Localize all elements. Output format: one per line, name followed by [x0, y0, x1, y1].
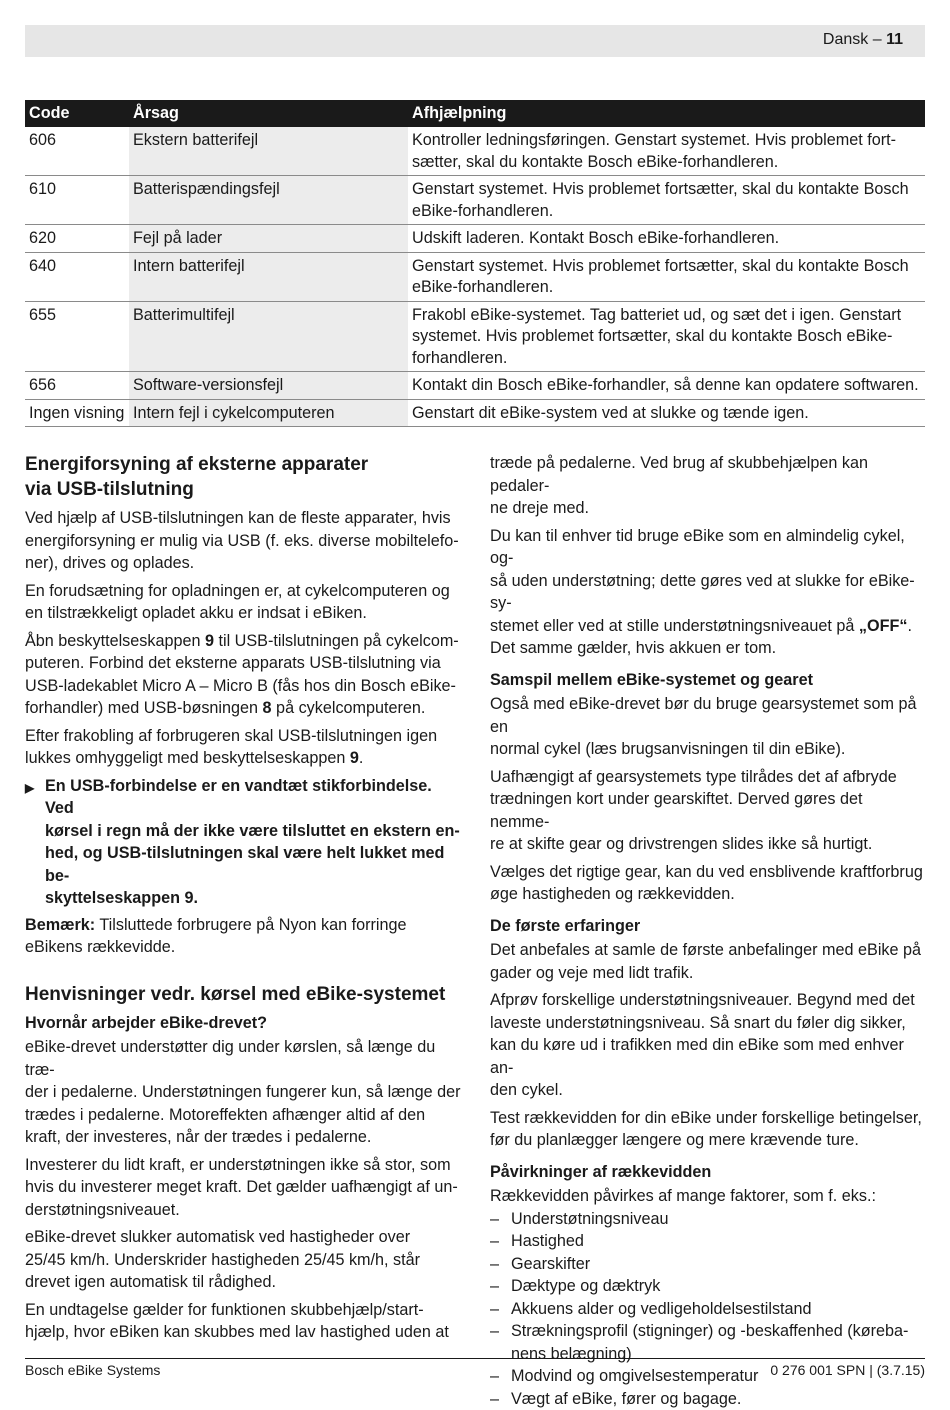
usb-warning-text: En USB-forbindelse er en vandtæt stikforbindelse. Ved kørsel i regn må der ikke være tilsluttet en ekstern en- hed, og USB-tilslutningen skal være helt lukket med be- skyttelseskappen 9.: [45, 775, 461, 910]
column-header-code: Code: [25, 100, 129, 127]
gear-paragraph-2: Uafhængigt af gearsystemets type tilrådes det af afbryde trædningen kort under gearskiftet. Derved gøres det nemme- re at skifte gear og drivstrengen slides ikke så hurtigt.: [490, 766, 926, 856]
usb-paragraph-4: [25, 725, 461, 770]
list-item: [490, 1388, 926, 1410]
riding-paragraph-4: En undtagelse gælder for funktionen skubbehjælp/start- hjælp, hvor eBiken kan skubbes med lav hastighed uden at: [25, 1299, 461, 1344]
gear-paragraph-1: Også med eBike-drevet bør du bruge gearsystemet som på en normal cykel (læs brugsanvisningen til din eBike).: [490, 693, 926, 761]
riding-paragraph-3: eBike-drevet slukker automatisk ved hastigheder over 25/45 km/h. Underskrider hastigheden 25/45 km/h, står drevet igen automatisk til rådighed.: [25, 1226, 461, 1294]
list-item: [490, 1208, 926, 1231]
column-header-cause: Årsag: [129, 100, 408, 127]
range-factor-list: [490, 1208, 926, 1410]
error-cause-cell: Batterispændingsfejl: [129, 176, 408, 225]
off-mode-paragraph: [490, 525, 926, 660]
usb-paragraph-2: En forudsætning for opladningen er, at cykelcomputeren og en tilstrækkeligt opladet akku er indsat i eBiken.: [25, 580, 461, 625]
list-item-text: Strækningsprofil (stigninger) og -beskaffenhed (køreba- nens belægning): [511, 1320, 908, 1365]
list-item-text: Understøtningsniveau: [511, 1208, 668, 1231]
error-cause-cell: Intern batterifejl: [129, 252, 408, 301]
riding-subheading-when: Hvornår arbejder eBike-drevet?: [25, 1012, 461, 1035]
list-item-text: Modvind og omgivelsestemperatur: [511, 1365, 758, 1388]
list-item-text: Vægt af eBike, fører og bagage.: [511, 1388, 741, 1410]
usb-p3-text-c: til USB-tilslutningen på cykelcom- puteren. Forbind det eksterne apparats USB-tilslutning via USB-ladekablet Micro A – Micro B (fås hos din Bosch eBike- forhandler) med USB-bøsningen: [25, 632, 459, 718]
table-row: [25, 372, 925, 400]
off-text-c: . Det samme gælder, hvis akkuen er tom.: [490, 617, 912, 658]
dash-bullet: –: [490, 1298, 511, 1321]
error-remedy-cell: Genstart systemet. Hvis problemet fortsætter, skal du kontakte Bosch eBike-forhandleren.: [408, 176, 925, 225]
first-paragraph-2: Afprøv forskellige understøtningsniveauer. Begynd med det laveste understøtningsniveau. Så snart du føler dig sikker, kan du køre ud i trafikken med din eBike som med enhver an- den cykel.: [490, 989, 926, 1102]
error-cause-cell: Ekstern batterifejl: [129, 127, 408, 176]
table-row: [25, 301, 925, 372]
usb-p3-ref-9: 9: [205, 632, 214, 650]
range-intro: Rækkevidden påvirkes af mange faktorer, som f. eks.:: [490, 1185, 926, 1208]
error-code-table: [25, 100, 925, 427]
list-item: [490, 1298, 926, 1321]
usb-paragraph-1: Ved hjælp af USB-tilslutningen kan de fleste apparater, hvis energiforsyning er mulig via USB (f. eks. diverse mobiltelefo- ner), drives og oplades.: [25, 507, 461, 575]
error-cause-cell: Intern fejl i cykelcomputeren: [129, 399, 408, 427]
usb-warning: [25, 775, 461, 910]
riding-paragraph-1: eBike-drevet understøtter dig under kørslen, så længe du træ- der i pedalerne. Understøtningen fungerer kun, så længe der trædes i pedalerne. Motoreffekten afhænger altid af den kraft, der investeres, når der trædes i pedalerne.: [25, 1036, 461, 1149]
page-footer: [25, 1358, 925, 1378]
gear-subheading: Samspil mellem eBike-systemet og gearet: [490, 669, 926, 692]
table-row: [25, 225, 925, 253]
header-separator: –: [868, 31, 886, 48]
right-column: [490, 452, 926, 1410]
usb-p3-text-a: Åbn beskyttelseskappen: [25, 632, 205, 650]
table-row: [25, 127, 925, 176]
error-code-cell: 656: [25, 372, 129, 400]
first-experience-subheading: De første erfaringer: [490, 915, 926, 938]
table-row: [25, 252, 925, 301]
usb-p3-ref-8: 8: [263, 699, 272, 717]
error-cause-cell: Batterimultifejl: [129, 301, 408, 372]
push-assist-continuation: træde på pedalerne. Ved brug af skubbehjælpen kan pedaler- ne dreje med.: [490, 452, 926, 520]
usb-p4-text-a: Efter frakobling af forbrugeren skal USB-tilslutningen igen lukkes omhyggeligt med beskyttelseskappen: [25, 727, 437, 768]
list-item: [490, 1275, 926, 1298]
header-text: [823, 31, 903, 49]
dash-bullet: –: [490, 1208, 511, 1231]
error-cause-cell: Software-versionsfejl: [129, 372, 408, 400]
list-item-text: Hastighed: [511, 1230, 584, 1253]
off-label: „OFF“: [859, 617, 908, 635]
error-code-cell: 655: [25, 301, 129, 372]
error-code-cell: 620: [25, 225, 129, 253]
list-item-text: Gearskifter: [511, 1253, 590, 1276]
riding-section-heading: Henvisninger vedr. kørsel med eBike-systemet: [25, 982, 461, 1007]
usb-note-text: Tilsluttede forbrugere på Nyon kan forringe eBikens rækkevidde.: [25, 916, 407, 957]
page-number: 11: [886, 31, 903, 48]
dash-bullet: –: [490, 1388, 511, 1410]
list-item-text: Akkuens alder og vedligeholdelsestilstand: [511, 1298, 812, 1321]
usb-p3-text-e: på cykelcomputeren.: [272, 699, 426, 717]
table-header-row: [25, 100, 925, 127]
page-header: [25, 25, 925, 57]
usb-note: [25, 914, 461, 959]
usb-p4-ref-9: 9: [350, 749, 359, 767]
first-paragraph-1: Det anbefales at samle de første anbefalinger med eBike på gader og veje med lidt trafik.: [490, 939, 926, 984]
left-column: [25, 452, 461, 1349]
dash-bullet: –: [490, 1320, 511, 1365]
error-remedy-cell: Genstart systemet. Hvis problemet fortsætter, skal du kontakte Bosch eBike-forhandleren.: [408, 252, 925, 301]
error-cause-cell: Fejl på lader: [129, 225, 408, 253]
error-remedy-cell: Kontroller ledningsføringen. Genstart systemet. Hvis problemet fort- sætter, skal du kontakte Bosch eBike-forhandleren.: [408, 127, 925, 176]
usb-paragraph-3: [25, 630, 461, 720]
dash-bullet: –: [490, 1253, 511, 1276]
list-item: [490, 1253, 926, 1276]
column-header-remedy: Afhjælpning: [408, 100, 925, 127]
list-item-text: Dæktype og dæktryk: [511, 1275, 660, 1298]
first-paragraph-3: Test rækkevidden for din eBike under forskellige betingelser, før du planlægger længere og mere krævende ture.: [490, 1107, 926, 1152]
error-code-cell: Ingen visning: [25, 399, 129, 427]
off-text-a: Du kan til enhver tid bruge eBike som en almindelig cykel, og- så uden understøtning; dette gøres ved at slukke for eBike-sy- stemet eller ved at stille understøtningsniveauet på: [490, 527, 915, 635]
list-item: [490, 1230, 926, 1253]
range-subheading: Påvirkninger af rækkevidden: [490, 1161, 926, 1184]
riding-paragraph-2: Investerer du lidt kraft, er understøtningen ikke så stor, som hvis du investerer meget kraft. Det gælder uafhængigt af un- derstøtningsniveauet.: [25, 1154, 461, 1222]
dash-bullet: –: [490, 1230, 511, 1253]
table-row: [25, 176, 925, 225]
footer-brand: Bosch eBike Systems: [25, 1362, 160, 1378]
usb-note-label: Bemærk:: [25, 916, 95, 934]
footer-doc-id: 0 276 001 SPN | (3.7.15): [770, 1362, 925, 1378]
warning-triangle-icon: ▶: [25, 775, 45, 910]
error-code-cell: 610: [25, 176, 129, 225]
error-remedy-cell: Udskift laderen. Kontakt Bosch eBike-forhandleren.: [408, 225, 925, 253]
dash-bullet: –: [490, 1275, 511, 1298]
usb-section-heading: Energiforsyning af eksterne apparater via USB-tilslutning: [25, 452, 461, 502]
gear-paragraph-3: Vælges det rigtige gear, kan du ved ensblivende kraftforbrug øge hastigheden og rækkevidden.: [490, 861, 926, 906]
error-remedy-cell: Genstart dit eBike-system ved at slukke og tænde igen.: [408, 399, 925, 427]
header-language: Dansk: [823, 31, 868, 48]
table-row: [25, 399, 925, 427]
error-code-cell: 606: [25, 127, 129, 176]
dash-bullet: –: [490, 1365, 511, 1388]
error-remedy-cell: Kontakt din Bosch eBike-forhandler, så denne kan opdatere softwaren.: [408, 372, 925, 400]
error-remedy-cell: Frakobl eBike-systemet. Tag batteriet ud, og sæt det i igen. Genstart systemet. Hvis problemet fortsætter, skal du kontakte Bosch eBike- forhandleren.: [408, 301, 925, 372]
error-code-cell: 640: [25, 252, 129, 301]
usb-p4-text-c: .: [359, 749, 364, 767]
